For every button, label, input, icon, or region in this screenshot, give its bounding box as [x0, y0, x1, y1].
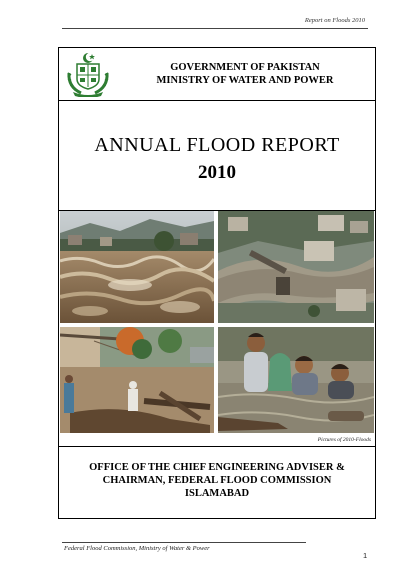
flooded-village-photo: [60, 327, 214, 433]
children-in-floodwater-photo: [218, 327, 374, 433]
office-line-1: OFFICE OF THE CHIEF ENGINEERING ADVISER &: [89, 462, 345, 473]
running-header: Report on Floods 2010: [304, 17, 365, 24]
header-rule: [62, 28, 368, 29]
title-band: [59, 100, 375, 211]
photo-grid: [60, 211, 374, 433]
destroyed-bridge-photo: [218, 211, 374, 323]
page-number: 1: [363, 551, 368, 560]
ministry-title: MINISTRY OF WATER AND POWER: [156, 75, 334, 86]
photo-caption: Pictures of 2010-Floods: [317, 437, 371, 443]
report-year: 2010: [198, 162, 236, 183]
cover-frame: [58, 47, 376, 519]
footer-rule: [62, 542, 306, 543]
state-emblem-icon: [63, 51, 113, 97]
office-line-2: CHAIRMAN, FEDERAL FLOOD COMMISSION: [102, 475, 332, 486]
office-band: [59, 446, 375, 518]
report-title: ANNUAL FLOOD REPORT: [94, 134, 340, 156]
government-title: GOVERNMENT OF PAKISTAN: [170, 62, 320, 73]
page-footer: Federal Flood Commission, Ministry of Water & Power: [64, 545, 210, 552]
office-line-3: ISLAMABAD: [184, 488, 250, 499]
government-band: [59, 48, 375, 101]
flood-torrent-photo: [60, 211, 214, 323]
